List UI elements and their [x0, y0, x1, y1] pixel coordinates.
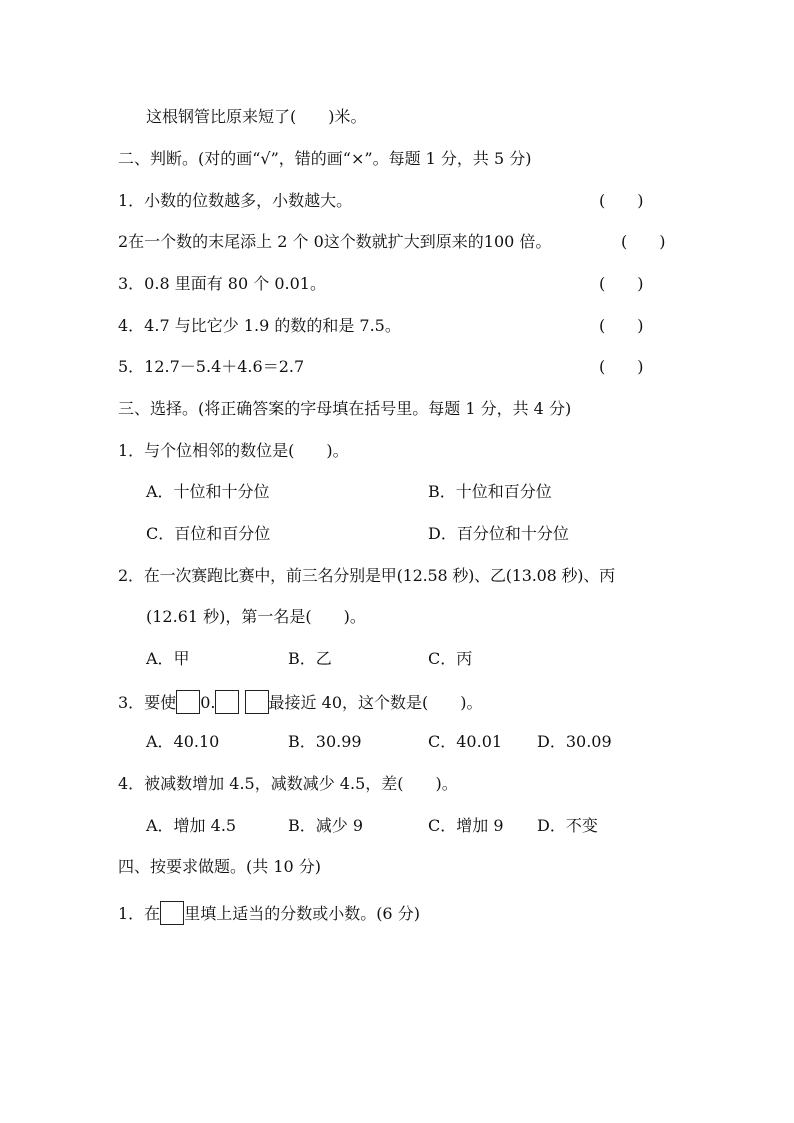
- answer-paren-2[interactable]: ( ): [621, 232, 666, 251]
- choice-q3-option-b[interactable]: B．30.99: [288, 732, 362, 751]
- answer-paren-5[interactable]: ( ): [599, 357, 644, 376]
- choice-q4-option-d[interactable]: D．不变: [537, 816, 598, 835]
- choice-q3-stem-post: 最接近 40，这个数是( )。: [268, 693, 483, 712]
- choice-q3-stem-pre: 3．要使: [118, 693, 177, 712]
- digit-box-1[interactable]: [176, 690, 200, 714]
- choice-q4-stem: 4．被减数增加 4.5，减数减少 4.5，差( )。: [118, 774, 458, 793]
- judge-item-5: 5．12.7－5.4＋4.6＝2.7: [118, 357, 305, 376]
- section-4-title: 四、按要求做题。(共 10 分): [118, 857, 322, 876]
- judge-item-3: 3．0.8 里面有 80 个 0.01。: [118, 274, 326, 293]
- answer-paren-4[interactable]: ( ): [599, 316, 644, 335]
- choice-q3-option-d[interactable]: D．30.09: [537, 732, 612, 751]
- choice-q2-stem-line1: 2．在一次赛跑比赛中，前三名分别是甲(12.58 秒)、乙(13.08 秒)、丙: [118, 566, 615, 585]
- choice-q2-option-b[interactable]: B．乙: [288, 649, 332, 668]
- choice-q3-stem: [118, 690, 482, 714]
- question-continuation: 这根钢管比原来短了( )米。: [146, 107, 367, 126]
- choice-q1-stem: 1．与个位相邻的数位是( )。: [118, 441, 349, 460]
- fill-q1-pre: 1．在: [118, 904, 161, 923]
- choice-q3-option-c[interactable]: C．40.01: [428, 732, 503, 751]
- fill-q1-stem: [118, 901, 420, 925]
- digit-box-3[interactable]: [245, 690, 269, 714]
- choice-q1-option-a[interactable]: A．十位和十分位: [146, 482, 270, 501]
- choice-q4-option-c[interactable]: C．增加 9: [428, 816, 504, 835]
- choice-q2-option-a[interactable]: A．甲: [146, 649, 190, 668]
- choice-q1-option-b[interactable]: B．十位和百分位: [428, 482, 552, 501]
- choice-q3-option-a[interactable]: A．40.10: [146, 732, 220, 751]
- choice-q3-stem-mid: 0.: [200, 693, 216, 712]
- judge-item-1: 1．小数的位数越多，小数越大。: [118, 191, 353, 210]
- answer-paren-1[interactable]: ( ): [599, 191, 644, 210]
- section-3-title: 三、选择。(将正确答案的字母填在括号里。每题 1 分，共 4 分): [118, 399, 572, 418]
- judge-item-4: 4．4.7 与比它少 1.9 的数的和是 7.5。: [118, 316, 401, 335]
- judge-item-2: 2在一个数的末尾添上 2 个 0这个数就扩大到原来的100 倍。: [118, 232, 552, 251]
- choice-q4-option-b[interactable]: B．减少 9: [288, 816, 364, 835]
- answer-box[interactable]: [160, 901, 184, 925]
- choice-q4-option-a[interactable]: A．增加 4.5: [146, 816, 237, 835]
- choice-q2-option-c[interactable]: C．丙: [428, 649, 473, 668]
- answer-paren-3[interactable]: ( ): [599, 274, 644, 293]
- fill-q1-post: 里填上适当的分数或小数。(6 分): [184, 904, 420, 923]
- digit-box-2[interactable]: [215, 690, 239, 714]
- choice-q2-stem-line2: (12.61 秒)，第一名是( )。: [146, 607, 366, 626]
- choice-q1-option-d[interactable]: D．百分位和十分位: [428, 524, 569, 543]
- section-2-title: 二、判断。(对的画“√”，错的画“×”。每题 1 分，共 5 分): [118, 149, 532, 168]
- choice-q1-option-c[interactable]: C．百位和百分位: [146, 524, 271, 543]
